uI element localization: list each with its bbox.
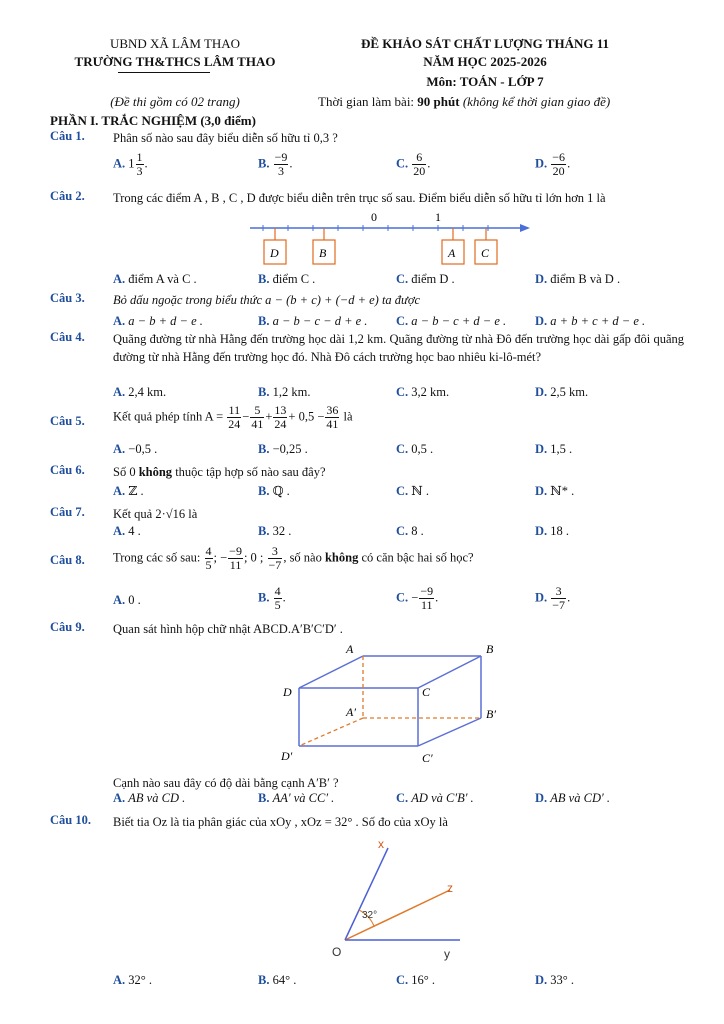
school-authority: UBND XÃ LÂM THAO — [109, 36, 241, 51]
option-a[interactable]: A. 2,4 km. — [113, 385, 167, 399]
question-number: Câu 1. — [50, 129, 85, 143]
question-3 — [50, 291, 684, 329]
question-text: Kết quả phép tính A = $\frac{11}{24}$ − $\frac{5}{41}$ + $\frac{13}{24}$ + 0,5 − $\frac{36}{41}$ là — [113, 403, 353, 431]
question-number: Câu 10. — [50, 813, 91, 827]
option-a[interactable]: A. 32° . — [113, 973, 153, 987]
option-b[interactable]: B. 64° . — [258, 973, 297, 987]
option-c[interactable]: C. 16° . — [396, 973, 436, 987]
question-9-options — [50, 774, 684, 812]
question-prompt: Cạnh nào sau đây có độ dài bằng cạnh A′B′ ? — [113, 776, 339, 790]
option-b[interactable]: B. $\frac{4}{5}$ . — [258, 584, 286, 612]
ray-z-label: z — [447, 881, 453, 895]
question-text: Quãng đường từ nhà Hằng đến trường học dài 1,2 km. Quãng đường từ nhà Đô đến trường học dài gấp đôi quãng đường từ nhà Hằng đến trường học đó. Nhà Đô cách trường học bao nhiêu ki-lô-mét? — [113, 332, 684, 364]
option-b[interactable]: B. $\frac{-9}{3}$ . — [258, 150, 293, 178]
vertex-d: D — [283, 685, 292, 699]
vertex-d-prime: D′ — [281, 749, 293, 763]
option-d[interactable]: D. 33° . — [535, 973, 575, 987]
school-name: TRƯỜNG TH&THCS LÂM THAO — [74, 54, 276, 69]
option-a[interactable]: A. −0,5 . — [113, 442, 158, 456]
option-d[interactable]: D. $\frac{-6}{20}$ . — [535, 150, 571, 178]
option-d[interactable]: D. điểm B và D . — [535, 272, 621, 286]
question-text: Trong các số sau: $\frac{4}{5}$ ; − $\frac{-9}{11}$ ; 0 ; $\frac{3}{-7}$ , số nào không có căn bậc hai số học? — [113, 544, 474, 572]
exam-title: ĐỀ KHẢO SÁT CHẤT LƯỢNG THÁNG 11 — [360, 36, 609, 51]
option-c[interactable]: C. 3,2 km. — [396, 385, 450, 399]
option-c[interactable]: C. điểm D . — [396, 272, 455, 286]
question-text: Quan sát hình hộp chữ nhật ABCD.A′B′C′D′ . — [113, 622, 343, 636]
vertex-b: B — [486, 642, 494, 656]
option-c[interactable]: C. $\frac{6}{20}$ . — [396, 150, 431, 178]
option-d[interactable]: D. ℕ* . — [535, 484, 575, 498]
question-text: Trong các điểm A , B , C , D được biểu diễn trên trục số sau. Điểm biểu diễn số hữu tỉ lớn hơn 1 là — [113, 191, 606, 205]
option-a[interactable]: A. điểm A và C . — [113, 272, 197, 286]
option-a[interactable]: A. ℤ . — [113, 484, 144, 498]
origin-label: O — [332, 945, 342, 959]
question-number: Câu 9. — [50, 620, 85, 634]
axis-label-zero: 0 — [371, 210, 377, 224]
option-a[interactable]: A. a − b + d − e . — [113, 314, 203, 328]
option-b[interactable]: B. AA′ và CC′ . — [258, 791, 335, 805]
rectangular-box-figure — [276, 638, 516, 768]
option-d[interactable]: D. AB và CD′ . — [535, 791, 610, 805]
question-text: Phân số nào sau đây biểu diễn số hữu tỉ 0,3 ? — [113, 131, 338, 145]
question-number: Câu 3. — [50, 291, 85, 305]
ray-y-label: y — [444, 947, 450, 961]
point-d: D — [270, 246, 279, 260]
question-2-options — [50, 272, 684, 290]
option-d[interactable]: D. $\frac{3}{-7}$ . — [535, 584, 571, 612]
option-c[interactable]: C. − $\frac{-9}{11}$ . — [396, 584, 439, 612]
question-4 — [50, 330, 684, 402]
vertex-b-prime: B′ — [486, 707, 496, 721]
question-text: Kết quả 2·√16 là — [113, 507, 198, 521]
subject: Môn: TOÁN - LỚP 7 — [426, 74, 544, 89]
option-b[interactable]: B. 1,2 km. — [258, 385, 311, 399]
angle-label: 32° — [362, 910, 378, 921]
question-text: Bỏ dấu ngoặc trong biểu thức a − (b + c) + (−d + e) ta được — [113, 293, 421, 307]
question-7 — [50, 505, 684, 543]
question-5 — [50, 404, 684, 460]
number-line — [240, 206, 540, 268]
section-title: PHẦN I. TRẮC NGHIỆM (3,0 điểm) — [50, 113, 256, 128]
axis-label-one: 1 — [435, 210, 441, 224]
option-d[interactable]: D. 18 . — [535, 524, 570, 538]
question-text: Số 0 không thuộc tập hợp số nào sau đây? — [113, 465, 326, 479]
option-d[interactable]: D. 2,5 km. — [535, 385, 589, 399]
point-c: C — [481, 246, 490, 260]
question-8 — [50, 545, 684, 617]
question-number: Câu 4. — [50, 330, 85, 344]
angle-figure — [320, 836, 480, 966]
option-a[interactable]: A. 0 . — [113, 593, 141, 607]
question-6 — [50, 463, 684, 501]
question-number: Câu 8. — [50, 553, 85, 567]
option-c[interactable]: C. 0,5 . — [396, 442, 434, 456]
point-b: B — [319, 246, 327, 260]
option-d[interactable]: D. 1,5 . — [535, 442, 573, 456]
question-1 — [50, 129, 684, 189]
option-b[interactable]: B. a − b − c − d + e . — [258, 314, 368, 328]
question-10 — [50, 813, 684, 833]
ray-x-label: x — [378, 837, 384, 851]
question-number: Câu 6. — [50, 463, 85, 477]
option-b[interactable]: B. điểm C . — [258, 272, 316, 286]
vertex-a: A — [346, 642, 354, 656]
question-10-options — [50, 973, 684, 991]
time-info: Thời gian làm bài: 90 phút (không kể thời gian giao đề) — [318, 94, 611, 109]
question-number: Câu 5. — [50, 414, 85, 428]
option-b[interactable]: B. −0,25 . — [258, 442, 308, 456]
option-b[interactable]: B. ℚ . — [258, 484, 290, 498]
page-count-note: (Đề thi gồm có 02 trang) — [110, 94, 240, 109]
question-9 — [50, 620, 684, 640]
vertex-c-prime: C′ — [422, 751, 433, 765]
option-d[interactable]: D. a + b + c + d − e . — [535, 314, 646, 328]
question-number: Câu 2. — [50, 189, 85, 203]
option-c[interactable]: C. ℕ . — [396, 484, 429, 498]
option-a[interactable]: A. 4 . — [113, 524, 141, 538]
option-c[interactable]: C. AD và C′B′ . — [396, 791, 474, 805]
option-a[interactable]: A. AB và CD . — [113, 791, 186, 805]
header-divider — [118, 72, 210, 73]
question-number: Câu 7. — [50, 505, 85, 519]
option-c[interactable]: C. 8 . — [396, 524, 424, 538]
option-b[interactable]: B. 32 . — [258, 524, 292, 538]
question-text: Biết tia Oz là tia phân giác của xOy , xOz = 32° . Số đo của xOy là — [113, 815, 448, 829]
option-a[interactable]: A. 1 $\frac{1}{3}$ . — [113, 150, 148, 178]
vertex-c: C — [422, 685, 431, 699]
vertex-a-prime: A′ — [346, 705, 356, 719]
school-year: NĂM HỌC 2025-2026 — [423, 54, 547, 69]
option-c[interactable]: C. a − b − c + d − e . — [396, 314, 507, 328]
point-a: A — [448, 246, 456, 260]
